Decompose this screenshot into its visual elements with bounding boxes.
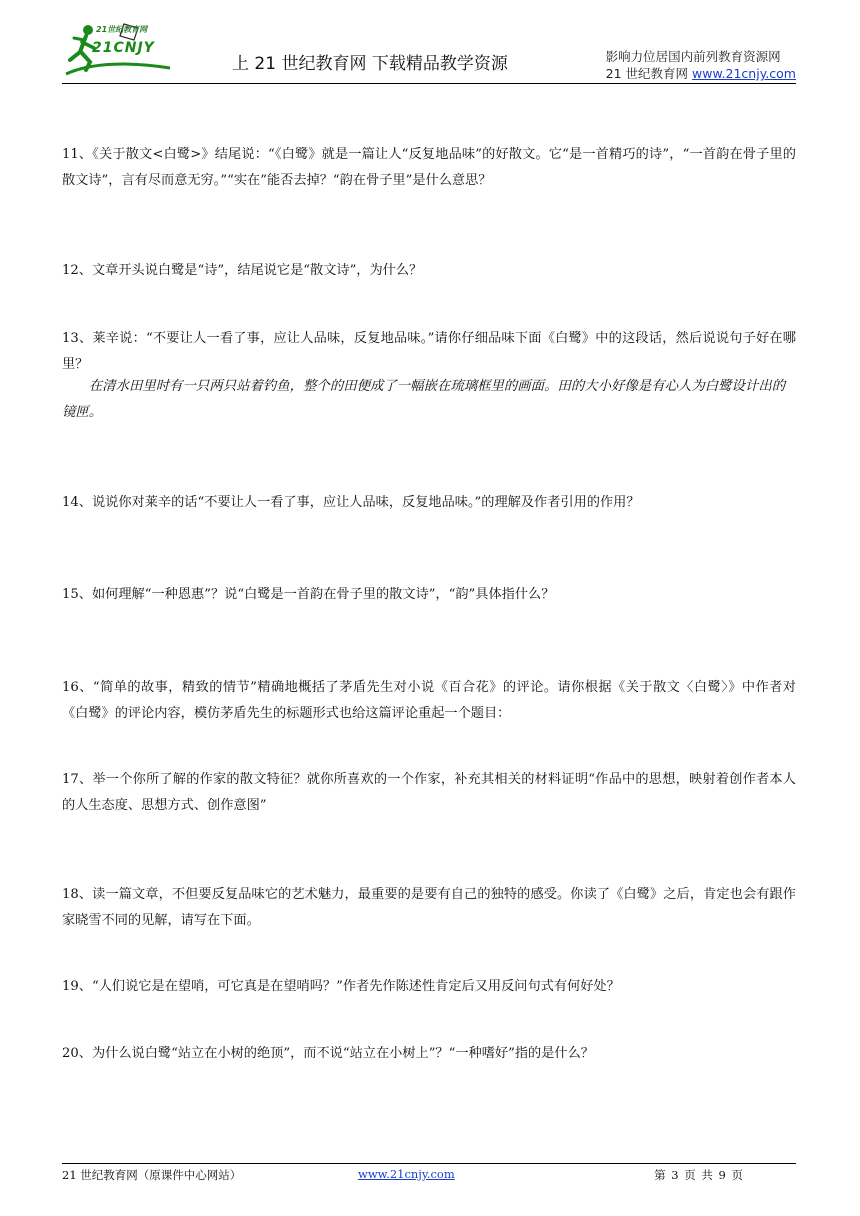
header-divider: [62, 83, 796, 84]
site-link[interactable]: www.21cnjy.com: [692, 66, 796, 81]
header-tagline: [606, 48, 796, 82]
tagline-line2: [606, 65, 796, 82]
logo-wordmark: 21CNJY: [92, 40, 155, 56]
logo-caption: 21世纪教育网: [96, 25, 148, 34]
tagline-line1: 影响力位居国内前列教育资源网: [605, 49, 781, 64]
question-14: 14、说说你对莱辛的话“不要让人一看了事，应让人品味，反复地品味。”的理解及作者引用的作用？: [62, 495, 640, 510]
tagline-prefix: 21 世纪教育网: [605, 66, 693, 81]
quoted-passage: 在清水田里时有一只两只站着钓鱼，整个的田便成了一幅嵌在琉璃框里的画面。田的大小好像是有心人为白鹭设计出的镜匣。: [62, 379, 786, 420]
page-footer: [62, 1167, 796, 1185]
footer-site-name: 21 世纪教育网（原课件中心网站）: [62, 1168, 242, 1182]
question-20: 20、为什么说白鹭“站立在小树的绝顶”，而不说“站立在小树上”？“一种嗜好”指的是什么？: [62, 1046, 594, 1061]
question-17: 17、举一个你所了解的作家的散文特征？就你所喜欢的一个作家，补充其相关的材料证明“作品中的思想，映射着创作者本人的人生态度、思想方式、创作意图”: [62, 772, 796, 813]
header-title: 上 21 世纪教育网 下载精品教学资源: [232, 54, 508, 74]
question-18: 18、读一篇文章，不但要反复品味它的艺术魅力，最重要的是要有自己的独特的感受。你读了《白鹭》之后，肯定也会有跟作家晓雪不同的见解，请写在下面。: [62, 887, 796, 928]
question-15: 15、如何理解“一种恩惠”？说“白鹭是一首韵在骨子里的散文诗”，“韵”具体指什么？: [62, 587, 555, 602]
question-19: 19、“人们说它是在望哨，可它真是在望哨吗？”作者先作陈述性肯定后又用反问句式有何好处？: [62, 979, 620, 994]
page-header: [62, 18, 796, 84]
question-16: 16、“简单的故事，精致的情节”精确地概括了茅盾先生对小说《百合花》的评论。请你根据《关于散文〈白鹭〉》中作者对《白鹭》的评论内容，模仿茅盾先生的标题形式也给这篇评论重起一个题目：: [62, 680, 796, 721]
question-13: 13、莱辛说：“不要让人一看了事，应让人品味，反复地品味。”请你仔细品味下面《白鹭》中的这段话，然后说说句子好在哪里？: [62, 331, 796, 372]
footer-divider: [62, 1163, 796, 1164]
site-logo[interactable]: [62, 18, 182, 82]
footer-link[interactable]: www.21cnjy.com: [358, 1167, 455, 1181]
question-12: 12、文章开头说白鹭是“诗”，结尾说它是“散文诗”，为什么？: [62, 263, 423, 278]
question-11: 11、《关于散文<白鹭>》结尾说：“《白鹭》就是一篇让人“反复地品味”的好散文。它“是一首精巧的诗”，“一首韵在骨子里的散文诗”，言有尽而意无穷。”“实在”能否去掉？“韵在骨子里”是什么意思？: [62, 147, 796, 188]
page-number: 第 3 页 共 9 页: [654, 1168, 744, 1182]
